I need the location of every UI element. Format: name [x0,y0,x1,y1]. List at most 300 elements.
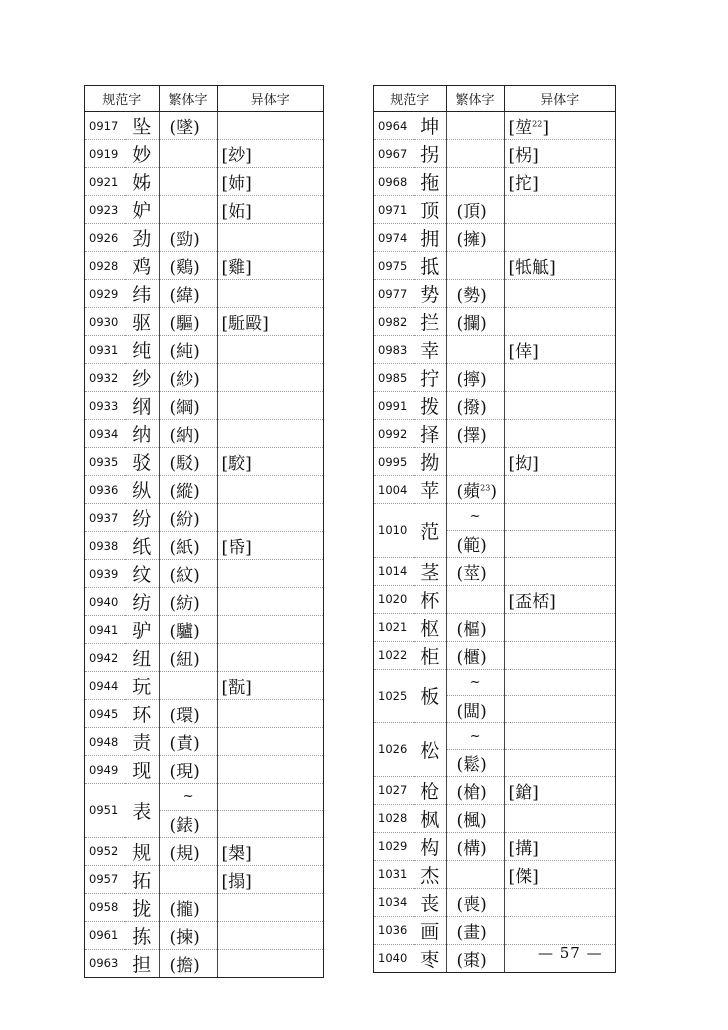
code-number: 0982 [374,308,414,336]
code-number: 1036 [374,916,414,944]
table-row [85,364,323,392]
table-row [85,893,323,921]
standard-char: 枢 [414,613,446,641]
code-number: 0932 [85,364,125,392]
traditional-char: (擰) [446,364,504,392]
traditional-char: (頂) [446,196,504,224]
traditional-char [159,168,217,196]
variant-char [504,530,615,557]
code-number: 0949 [85,756,125,784]
traditional-char: (喪) [446,888,504,916]
variant-char: [妬] [217,196,323,224]
traditional-char: (勢) [446,280,504,308]
standard-char: 驱 [125,308,159,336]
code-number: 0961 [85,921,125,949]
table-row [85,392,323,420]
standard-char: 纸 [125,532,159,560]
variant-char: [盃桮] [504,585,615,613]
variant-char: [柺] [504,140,615,168]
standard-char: 纽 [125,644,159,672]
traditional-char [446,476,504,504]
standard-char: 纵 [125,476,159,504]
standard-char: 拨 [414,392,446,420]
standard-char: 板 [414,669,446,723]
traditional-char [446,585,504,613]
traditional-char: (楓) [446,804,504,832]
traditional-char: (紛) [159,504,217,532]
code-number: 0929 [85,280,125,308]
variant-char: [傑] [504,860,615,888]
traditional-char: (紗) [159,364,217,392]
standard-char: 拧 [414,364,446,392]
code-number: 1022 [374,641,414,669]
header-traditional: 繁体字 [159,86,217,112]
traditional-char: (綱) [159,392,217,420]
code-number: 1040 [378,951,408,966]
table-row [374,504,615,531]
standard-char: 画 [414,916,446,944]
table-row [85,308,323,336]
traditional-char: (納) [159,420,217,448]
variant-char-text: [堃 [508,118,533,138]
table-row [85,672,323,700]
table-row [374,308,615,336]
variant-char: [倖] [504,336,615,364]
code-number: 0991 [374,392,414,420]
table-row [374,364,615,392]
traditional-char: (莖) [446,557,504,585]
variant-char [504,224,615,252]
traditional-char: (櫃) [446,641,504,669]
code-number: 0933 [85,392,125,420]
standard-char: 规 [125,837,159,865]
table-row [85,532,323,560]
variant-char [217,644,323,672]
standard-char: 杯 [414,585,446,613]
variant-char: [搆] [504,832,615,860]
standard-char: 妒 [125,196,159,224]
code-number: 0938 [85,532,125,560]
variant-char [504,669,615,696]
table-row [374,336,615,364]
code-number: 0967 [374,140,414,168]
code-number: 0917 [85,112,125,140]
traditional-char: ~ [446,669,504,696]
code-number: 1025 [374,669,414,723]
variant-char [217,112,323,140]
variant-char [504,476,615,504]
variant-char [217,476,323,504]
variant-char: [牴觝] [504,252,615,280]
variant-char: [翫] [217,672,323,700]
table-body-right [374,112,615,972]
traditional-char [159,865,217,893]
code-number: 0945 [85,700,125,728]
variant-char [504,804,615,832]
traditional-char [446,336,504,364]
standard-char: 表 [125,784,159,838]
code-number: 0935 [85,448,125,476]
standard-char: 拢 [125,893,159,921]
traditional-char: (紋) [159,560,217,588]
standard-char: 纬 [125,280,159,308]
standard-char: 势 [414,280,446,308]
table-row [85,224,323,252]
code-number: 0977 [374,280,414,308]
traditional-char: (純) [159,336,217,364]
table-row [374,860,615,888]
code-number: 0936 [85,476,125,504]
standard-char: 幸 [414,336,446,364]
code-number: 0948 [85,728,125,756]
code-number: 0963 [89,956,119,971]
code-number: 0931 [85,336,125,364]
code-number: 1034 [374,888,414,916]
traditional-char: (範) [446,530,504,557]
table-row [85,280,323,308]
table-row [374,723,615,750]
code-number: 0964 [374,112,414,140]
code-number: 1014 [374,557,414,585]
traditional-char: (攔) [446,308,504,336]
traditional-char: (驅) [159,308,217,336]
header-standard: 规范字 [85,86,159,112]
variant-char [217,280,323,308]
code-number: 1028 [374,804,414,832]
variant-char [217,588,323,616]
traditional-char: (紐) [159,644,217,672]
code-number: 1020 [374,585,414,613]
table-row [374,168,615,196]
table-row [85,504,323,532]
code-number: 0968 [374,168,414,196]
variant-char [504,308,615,336]
table-row [85,700,323,728]
standard-char: 构 [414,832,446,860]
table-row [85,560,323,588]
variant-char [217,756,323,784]
traditional-char: (駁) [159,448,217,476]
code-number: 0930 [85,308,125,336]
variant-char [504,723,615,750]
traditional-char: (鷄) [159,252,217,280]
code-number: 0926 [85,224,125,252]
traditional-char [446,112,504,140]
variant-char [217,893,323,921]
character-table-left [84,85,324,978]
traditional-char: (畫) [446,916,504,944]
table-row [374,252,615,280]
traditional-char [446,860,504,888]
traditional-char: ~ [159,784,217,811]
standard-char: 拣 [125,921,159,949]
traditional-char: (緯) [159,280,217,308]
traditional-char: (驢) [159,616,217,644]
code-number: 0928 [85,252,125,280]
standard-char: 杰 [414,860,446,888]
variant-char [504,112,615,140]
standard-char: 拦 [414,308,446,336]
standard-char: 劲 [125,224,159,252]
variant-char [217,364,323,392]
standard-char: 驳 [125,448,159,476]
table-row [374,776,615,804]
standard-char: 纹 [125,560,159,588]
traditional-char-text: (蘋 [456,482,481,502]
table-row [374,476,615,504]
traditional-char: (縱) [159,476,217,504]
standard-char: 纯 [125,336,159,364]
traditional-char: (攏) [159,893,217,921]
header-variant: 异体字 [504,86,615,112]
standard-char: 拥 [414,224,446,252]
table-row [85,336,323,364]
table-row [374,916,615,944]
variant-char [217,728,323,756]
table-row [85,921,323,949]
variant-char [504,613,615,641]
traditional-char: (撥) [446,392,504,420]
standard-char: 拖 [414,168,446,196]
traditional-char [446,448,504,476]
table-row [374,140,615,168]
traditional-char: (擔) [159,949,217,977]
table-row [374,613,615,641]
standard-char: 坤 [414,112,446,140]
variant-char [217,921,323,949]
table-row [85,616,323,644]
traditional-char [159,196,217,224]
table-row [85,196,323,224]
traditional-char [159,140,217,168]
variant-char [504,749,615,776]
variant-char [504,696,615,723]
standard-char: 抵 [414,252,446,280]
standard-char: 担 [125,949,159,977]
code-number: 0974 [374,224,414,252]
traditional-char: (擇) [446,420,504,448]
code-number: 1027 [374,776,414,804]
traditional-char: (擁) [446,224,504,252]
traditional-char: (揀) [159,921,217,949]
code-number: 1004 [374,476,414,504]
traditional-char: (樞) [446,613,504,641]
code-number: 0951 [85,784,125,838]
table-row [85,476,323,504]
code-number: 0958 [85,893,125,921]
code-number: 0995 [374,448,414,476]
traditional-char: ~ [446,504,504,531]
variant-char: [駈毆] [217,308,323,336]
traditional-char [446,168,504,196]
standard-char: 纲 [125,392,159,420]
code-number: 0940 [85,588,125,616]
traditional-char: (環) [159,700,217,728]
standard-char: 顶 [414,196,446,224]
header-traditional: 繁体字 [446,86,504,112]
standard-char: 纱 [125,364,159,392]
table-row [374,112,615,140]
traditional-char [446,140,504,168]
table-row [374,832,615,860]
standard-char: 拗 [414,448,446,476]
variant-char: [搨] [217,865,323,893]
variant-char [504,641,615,669]
variant-char [504,364,615,392]
table-row [374,196,615,224]
traditional-char: (勁) [159,224,217,252]
code-number: 0992 [374,420,414,448]
standard-char: 茎 [414,557,446,585]
traditional-char: (棗) [446,944,504,972]
table-row [85,140,323,168]
code-number: 0975 [374,252,414,280]
table-row [374,669,615,696]
variant-char [217,784,323,811]
table-row [85,448,323,476]
code-number: 1010 [374,504,414,558]
table-row [85,784,323,811]
header-variant: 异体字 [217,86,323,112]
variant-char [504,196,615,224]
code-number: 0952 [85,837,125,865]
variant-char [217,224,323,252]
code-number: 0971 [374,196,414,224]
standard-char: 苹 [414,476,446,504]
table-body-left [85,112,323,977]
variant-char [217,392,323,420]
variant-char: [槼] [217,837,323,865]
code-number: 1021 [374,613,414,641]
code-number: 0919 [85,140,125,168]
table-row [374,280,615,308]
standard-char: 现 [125,756,159,784]
variant-char [217,616,323,644]
traditional-char: (墜) [159,112,217,140]
table-row [85,837,323,865]
standard-char: 纺 [125,588,159,616]
footnote-mark: 23 [480,483,491,493]
variant-char-close: ] [542,118,549,138]
variant-char: [駮] [217,448,323,476]
standard-char: 姊 [125,168,159,196]
standard-char: 驴 [125,616,159,644]
variant-char [217,810,323,837]
table-row [85,252,323,280]
standard-char: 纷 [125,504,159,532]
table-row [85,420,323,448]
traditional-char-close: ) [490,482,497,502]
standard-char: 范 [414,504,446,558]
traditional-char [159,672,217,700]
code-number: 1026 [374,723,414,777]
table-row [374,448,615,476]
code-number: 0957 [85,865,125,893]
table-row [374,585,615,613]
footnote-mark: 22 [532,119,543,129]
traditional-char: (闆) [446,696,504,723]
traditional-char: ~ [446,723,504,750]
variant-char [217,949,323,977]
traditional-char: (規) [159,837,217,865]
table-row [85,112,323,140]
variant-char [504,420,615,448]
traditional-char: (錶) [159,810,217,837]
standard-char: 纳 [125,420,159,448]
variant-char: [玅] [217,140,323,168]
table-row [85,949,323,977]
code-number: 0942 [85,644,125,672]
table-row [374,804,615,832]
standard-char: 松 [414,723,446,777]
code-number: 0941 [85,616,125,644]
standard-char: 丧 [414,888,446,916]
variant-char [504,888,615,916]
code-number: 0939 [85,560,125,588]
variant-char: [抝] [504,448,615,476]
standard-char: 拐 [414,140,446,168]
traditional-char: (責) [159,728,217,756]
standard-char: 坠 [125,112,159,140]
standard-char: 鸡 [125,252,159,280]
variant-char [504,392,615,420]
standard-char: 玩 [125,672,159,700]
traditional-char: (紙) [159,532,217,560]
header-standard: 规范字 [374,86,446,112]
variant-char: [姉] [217,168,323,196]
variant-char [217,560,323,588]
standard-char: 妙 [125,140,159,168]
code-number: 0921 [85,168,125,196]
table-row [85,644,323,672]
variant-char: [雞] [217,252,323,280]
traditional-char: (現) [159,756,217,784]
table-row [85,756,323,784]
traditional-char: (槍) [446,776,504,804]
variant-char: [帋] [217,532,323,560]
standard-char: 责 [125,728,159,756]
traditional-char: (鬆) [446,749,504,776]
code-number: 1031 [374,860,414,888]
table-row [85,168,323,196]
variant-char [217,504,323,532]
traditional-char: (構) [446,832,504,860]
standard-char: 环 [125,700,159,728]
code-number: 0937 [85,504,125,532]
traditional-char: (紡) [159,588,217,616]
variant-char [504,280,615,308]
table-row [374,224,615,252]
table-row [85,865,323,893]
variant-char [217,336,323,364]
code-number: 0934 [85,420,125,448]
code-number: 0923 [85,196,125,224]
page-number: — 57 — [538,944,603,962]
table-row [374,392,615,420]
standard-char: 枪 [414,776,446,804]
variant-char [504,916,615,944]
code-number: 0944 [85,672,125,700]
standard-char: 枫 [414,804,446,832]
variant-char: [鎗] [504,776,615,804]
code-number: 0985 [374,364,414,392]
standard-char: 拓 [125,865,159,893]
standard-char: 枣 [414,944,446,972]
table-row [374,557,615,585]
variant-char [217,420,323,448]
code-number: 1029 [374,832,414,860]
standard-char: 择 [414,420,446,448]
